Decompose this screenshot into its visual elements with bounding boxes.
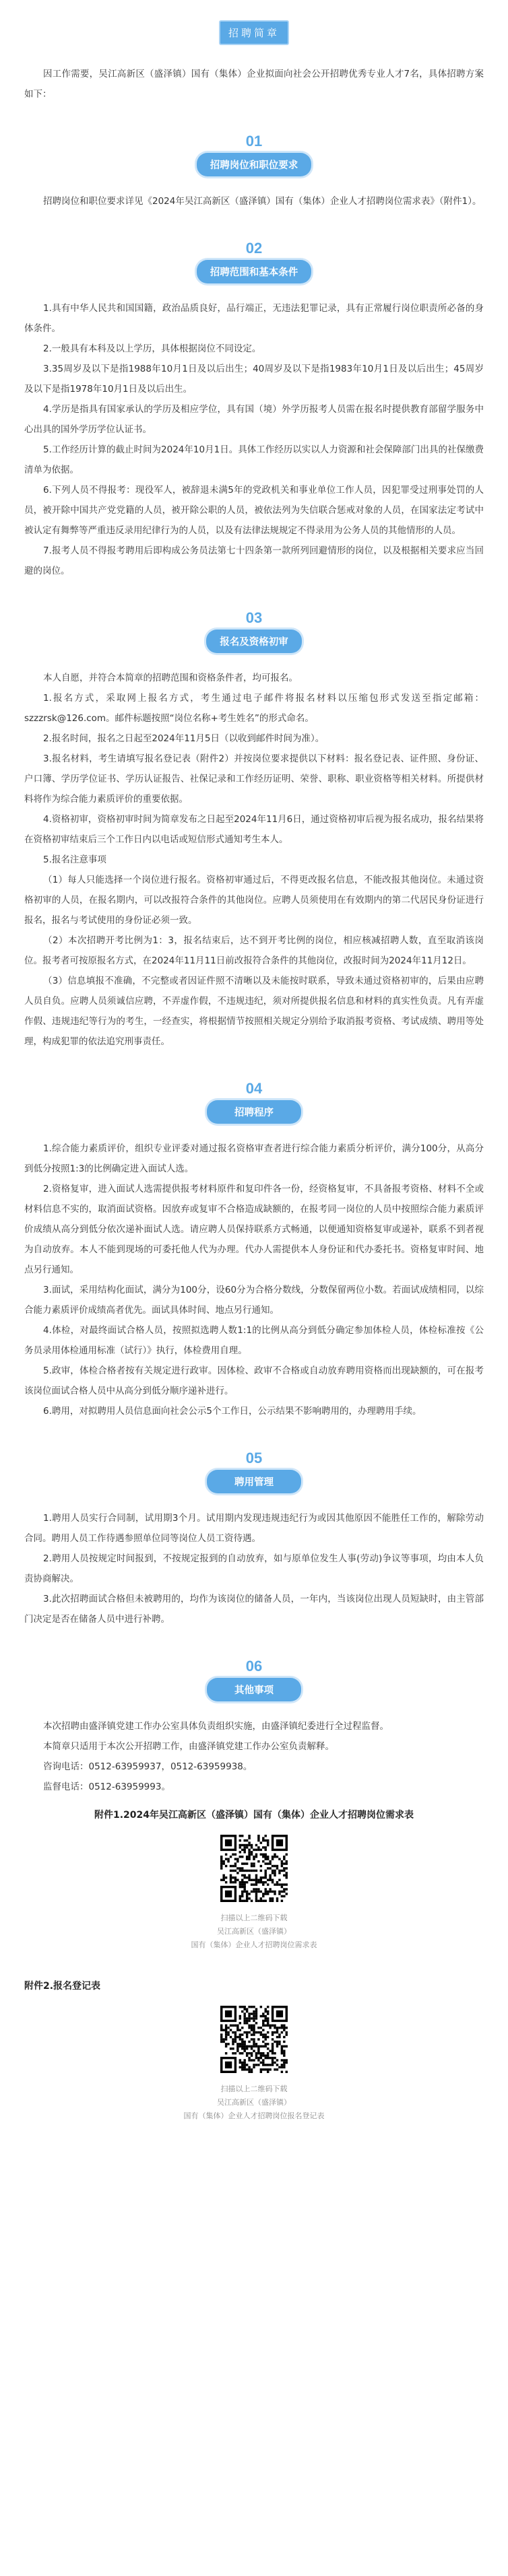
section-paragraph: （1）每人只能选择一个岗位进行报名。资格初审通过后，不得更改报名信息，不能改报其他岗位。未通过资格初审的人员，在报名期内，可以改报符合条件的其他岗位。应聘人员须使用在有效期内的第二代居民身份证进行报名，报名与考试使用的身份证必须一致。	[24, 875, 484, 926]
section-paragraph: 2.报名时间，报名之日起至2024年11月5日（以收到邮件时间为准）。	[43, 733, 325, 744]
section-paragraph: 2.一般具有本科及以上学历，具体根据岗位不同设定。	[43, 343, 261, 354]
attachment1-caption-3: 国有（集体）企业人才招聘岗位需求表	[191, 1940, 317, 1949]
section-paragraph: 6.聘用，对拟聘用人员信息面向社会公示5个工作日，公示结果不影响聘用的，办理聘用手续。	[43, 1406, 422, 1417]
section-paragraph: 招聘岗位和职位要求详见《2024年吴江高新区（盛泽镇）国有（集体）企业人才招聘岗位需求表》（附件1）。	[43, 196, 482, 207]
section-paragraph: 1.综合能力素质评价，组织专业评委对通过报名资格审查者进行综合能力素质分析评价，满分100分，从高分到低分按照1:3的比例确定进入面试人选。	[24, 1143, 484, 1174]
attachment1-title: 附件1.2024年吴江高新区（盛泽镇）国有（集体）企业人才招聘岗位需求表	[94, 1810, 414, 1821]
section-number: 02	[245, 240, 263, 257]
section-header	[24, 1658, 484, 1701]
section-paragraph: 3.35周岁及以下是指1988年10月1日及以后出生；40周岁及以下是指1983年10月1日及以后出生；45周岁及以下是指1978年10月1日及以后出生。	[24, 364, 484, 395]
section-paragraph: 2.聘用人员按规定时间报到，不按规定报到的自动放弃，如与原单位发生人事(劳动)争议等事项，均由本人负责协商解决。	[24, 1553, 484, 1584]
section-number: 06	[245, 1658, 263, 1674]
page-badge: 招聘简章	[219, 20, 289, 45]
attachment1-caption-2: 吴江高新区（盛泽镇）	[217, 1927, 291, 1936]
qr-code-icon[interactable]	[220, 2006, 288, 2073]
section-paragraph: 7.报考人员不得报考聘用后即构成公务员法第七十四条第一款所列回避情形的岗位，以及根据相关要求应当回避的岗位。	[24, 545, 484, 576]
section-paragraph: （3）信息填报不准确，不完整或者因证件照不清晰以及未能按时联系，导致未通过资格初审的，后果由应聘人员自负。应聘人员须诚信应聘，不弄虚作假，不违规违纪，须对所提供报名信息和材料的真实性负责。凡有弄虚作假、违规违纪等行为的考生，一经查实，将根据情节按照相关规定分别给予取消报考资格、考试成绩、聘用等处理，构成犯罪的依法追究刑事责任。	[24, 976, 484, 1047]
section-paragraph: 监督电话：0512-63959993。	[43, 1782, 170, 1792]
attachment2-qr-block	[24, 2006, 484, 2076]
section-paragraph: （2）本次招聘开考比例为1：3，报名结束后，达不到开考比例的岗位，相应核减招聘人数，直至取消该岗位。报考者可按原报名方式，在2024年11月11日前改报符合条件的其他岗位，改报时间为2024年11月12日。	[24, 935, 484, 966]
section-title: 报名及资格初审	[206, 630, 302, 653]
sections-container	[24, 133, 484, 1797]
section-paragraph: 5.政审，体检合格者按有关规定进行政审。因体检、政审不合格或自动放弃聘用资格而出现缺额的，可在报考该岗位面试合格人员中从高分到低分顺序递补进行。	[24, 1365, 484, 1396]
attachment2-caption-1: 扫描以上二维码下载	[220, 2084, 288, 2093]
section-paragraph: 咨询电话：0512-63959937，0512-63959938。	[43, 1761, 253, 1772]
section-header	[24, 1080, 484, 1124]
attachment2-caption-2: 吴江高新区（盛泽镇）	[217, 2098, 291, 2107]
section-number: 03	[245, 609, 263, 626]
section-title: 聘用管理	[207, 1470, 301, 1493]
section-title: 招聘岗位和职位要求	[197, 153, 312, 176]
section-header	[24, 240, 484, 283]
section-paragraph: 本简章只适用于本次公开招聘工作，由盛泽镇党建工作办公室负责解释。	[43, 1741, 334, 1752]
section-paragraph: 2.资格复审，进入面试人选需提供报考材料原件和复印件各一份，经资格复审，不具备报考资格、材料不全或材料信息不实的，取消面试资格。因放弃或复审不合格造成缺额的，在报考同一岗位的人员中按照综合能力素质评价成绩从高分到低分依次递补面试人选。请应聘人员保持联系方式畅通，以便通知资格复审或递补，联系不到者视为自动放弃。本人不能到现场的可委托他人代为办理。代办人需提供本人身份证和代办委托书。资格复审时间、地点另行通知。	[24, 1184, 484, 1275]
section-title: 招聘范围和基本条件	[197, 260, 312, 283]
section-paragraph: 本人自愿，并符合本简章的招聘范围和资格条件者，均可报名。	[43, 673, 298, 683]
section-paragraph: 5.工作经历计算的截止时间为2024年10月1日。具体工作经历以实以人力资源和社会保障部门出具的社保缴费清单为依据。	[24, 444, 484, 475]
section-paragraph: 3.面试，采用结构化面试，满分为100分，设60分为合格分数线，分数保留两位小数。若面试成绩相同，以综合能力素质评价成绩高者优先。面试具体时间、地点另行通知。	[24, 1285, 484, 1316]
section-number: 04	[245, 1080, 263, 1097]
section-number: 01	[245, 133, 263, 149]
attachment1-qr-block	[24, 1835, 484, 1905]
section-title: 招聘程序	[207, 1100, 301, 1124]
section-paragraph: 本次招聘由盛泽镇党建工作办公室具体负责组织实施，由盛泽镇纪委进行全过程监督。	[43, 1721, 389, 1732]
intro-paragraph: 因工作需要，吴江高新区（盛泽镇）国有（集体）企业拟面向社会公开招聘优秀专业人才7名，具体招聘方案如下：	[24, 69, 484, 100]
section-paragraph: 5.报名注意事项	[43, 854, 106, 865]
section-paragraph: 1.报名方式，采取网上报名方式，考生通过电子邮件将报名材料以压缩包形式发送至指定邮箱：szzzrsk@126.com。邮件标题按照“岗位名称+考生姓名”的形式命名。	[24, 693, 484, 724]
section-header	[24, 133, 484, 176]
section-paragraph: 4.体检，对最终面试合格人员，按照拟选聘人数1:1的比例从高分到低分确定参加体检人员，体检标准按《公务员录用体检通用标准（试行）》执行，体检费用自理。	[24, 1325, 484, 1356]
section-paragraph: 1.聘用人员实行合同制，试用期3个月。试用期内发现违规违纪行为或因其他原因不能胜任工作的，解除劳动合同。聘用人员工作待遇参照单位同等岗位人员工资待遇。	[24, 1513, 484, 1544]
section-paragraph: 3.报名材料，考生请填写报名登记表（附件2）并按岗位要求提供以下材料：报名登记表、证件照、身份证、户口簿、学历学位证书、学历认证报告、社保记录和工作经历证明、荣誉、职称、职业资格等相关材料。所提供材料将作为综合能力素质评价的重要依据。	[24, 753, 484, 805]
section-title: 其他事项	[207, 1678, 301, 1701]
section-header	[24, 609, 484, 653]
attachment2-caption-3: 国有（集体）企业人才招聘岗位报名登记表	[183, 2111, 325, 2120]
section-header	[24, 1450, 484, 1493]
attachment2-title: 附件2.报名登记表	[24, 1981, 101, 1992]
section-number: 05	[245, 1450, 263, 1466]
section-paragraph: 4.学历是指具有国家承认的学历及相应学位，具有国（境）外学历报考人员需在报名时提供教育部留学服务中心出具的国外学历学位认证书。	[24, 404, 484, 435]
section-paragraph: 4.资格初审，资格初审时间为简章发布之日起至2024年11月6日，通过资格初审后视为报名成功，报名结果将在资格初审结束后三个工作日内以电话或短信形式通知考生本人。	[24, 814, 484, 845]
section-paragraph: 1.具有中华人民共和国国籍，政治品质良好，品行端正，无违法犯罪记录，具有正常履行岗位职责所必备的身体条件。	[24, 303, 484, 334]
section-paragraph: 3.此次招聘面试合格但未被聘用的，均作为该岗位的储备人员，一年内，当该岗位出现人员短缺时，由主管部门决定是否在储备人员中进行补聘。	[24, 1594, 484, 1625]
qr-code-icon[interactable]	[220, 1835, 288, 1902]
attachment1-caption-1: 扫描以上二维码下载	[220, 1913, 288, 1922]
section-paragraph: 6.下列人员不得报考：现役军人，被辞退未满5年的党政机关和事业单位工作人员，因犯罪受过刑事处罚的人员，被开除中国共产党党籍的人员，被开除公职的人员，被依法列为失信联合惩戒对象的人员，在国家法定考试中被认定有舞弊等严重违反录用纪律行为的人员，以及有法律法规规定不得录用为公务人员的其他情形的人员。	[24, 485, 484, 536]
